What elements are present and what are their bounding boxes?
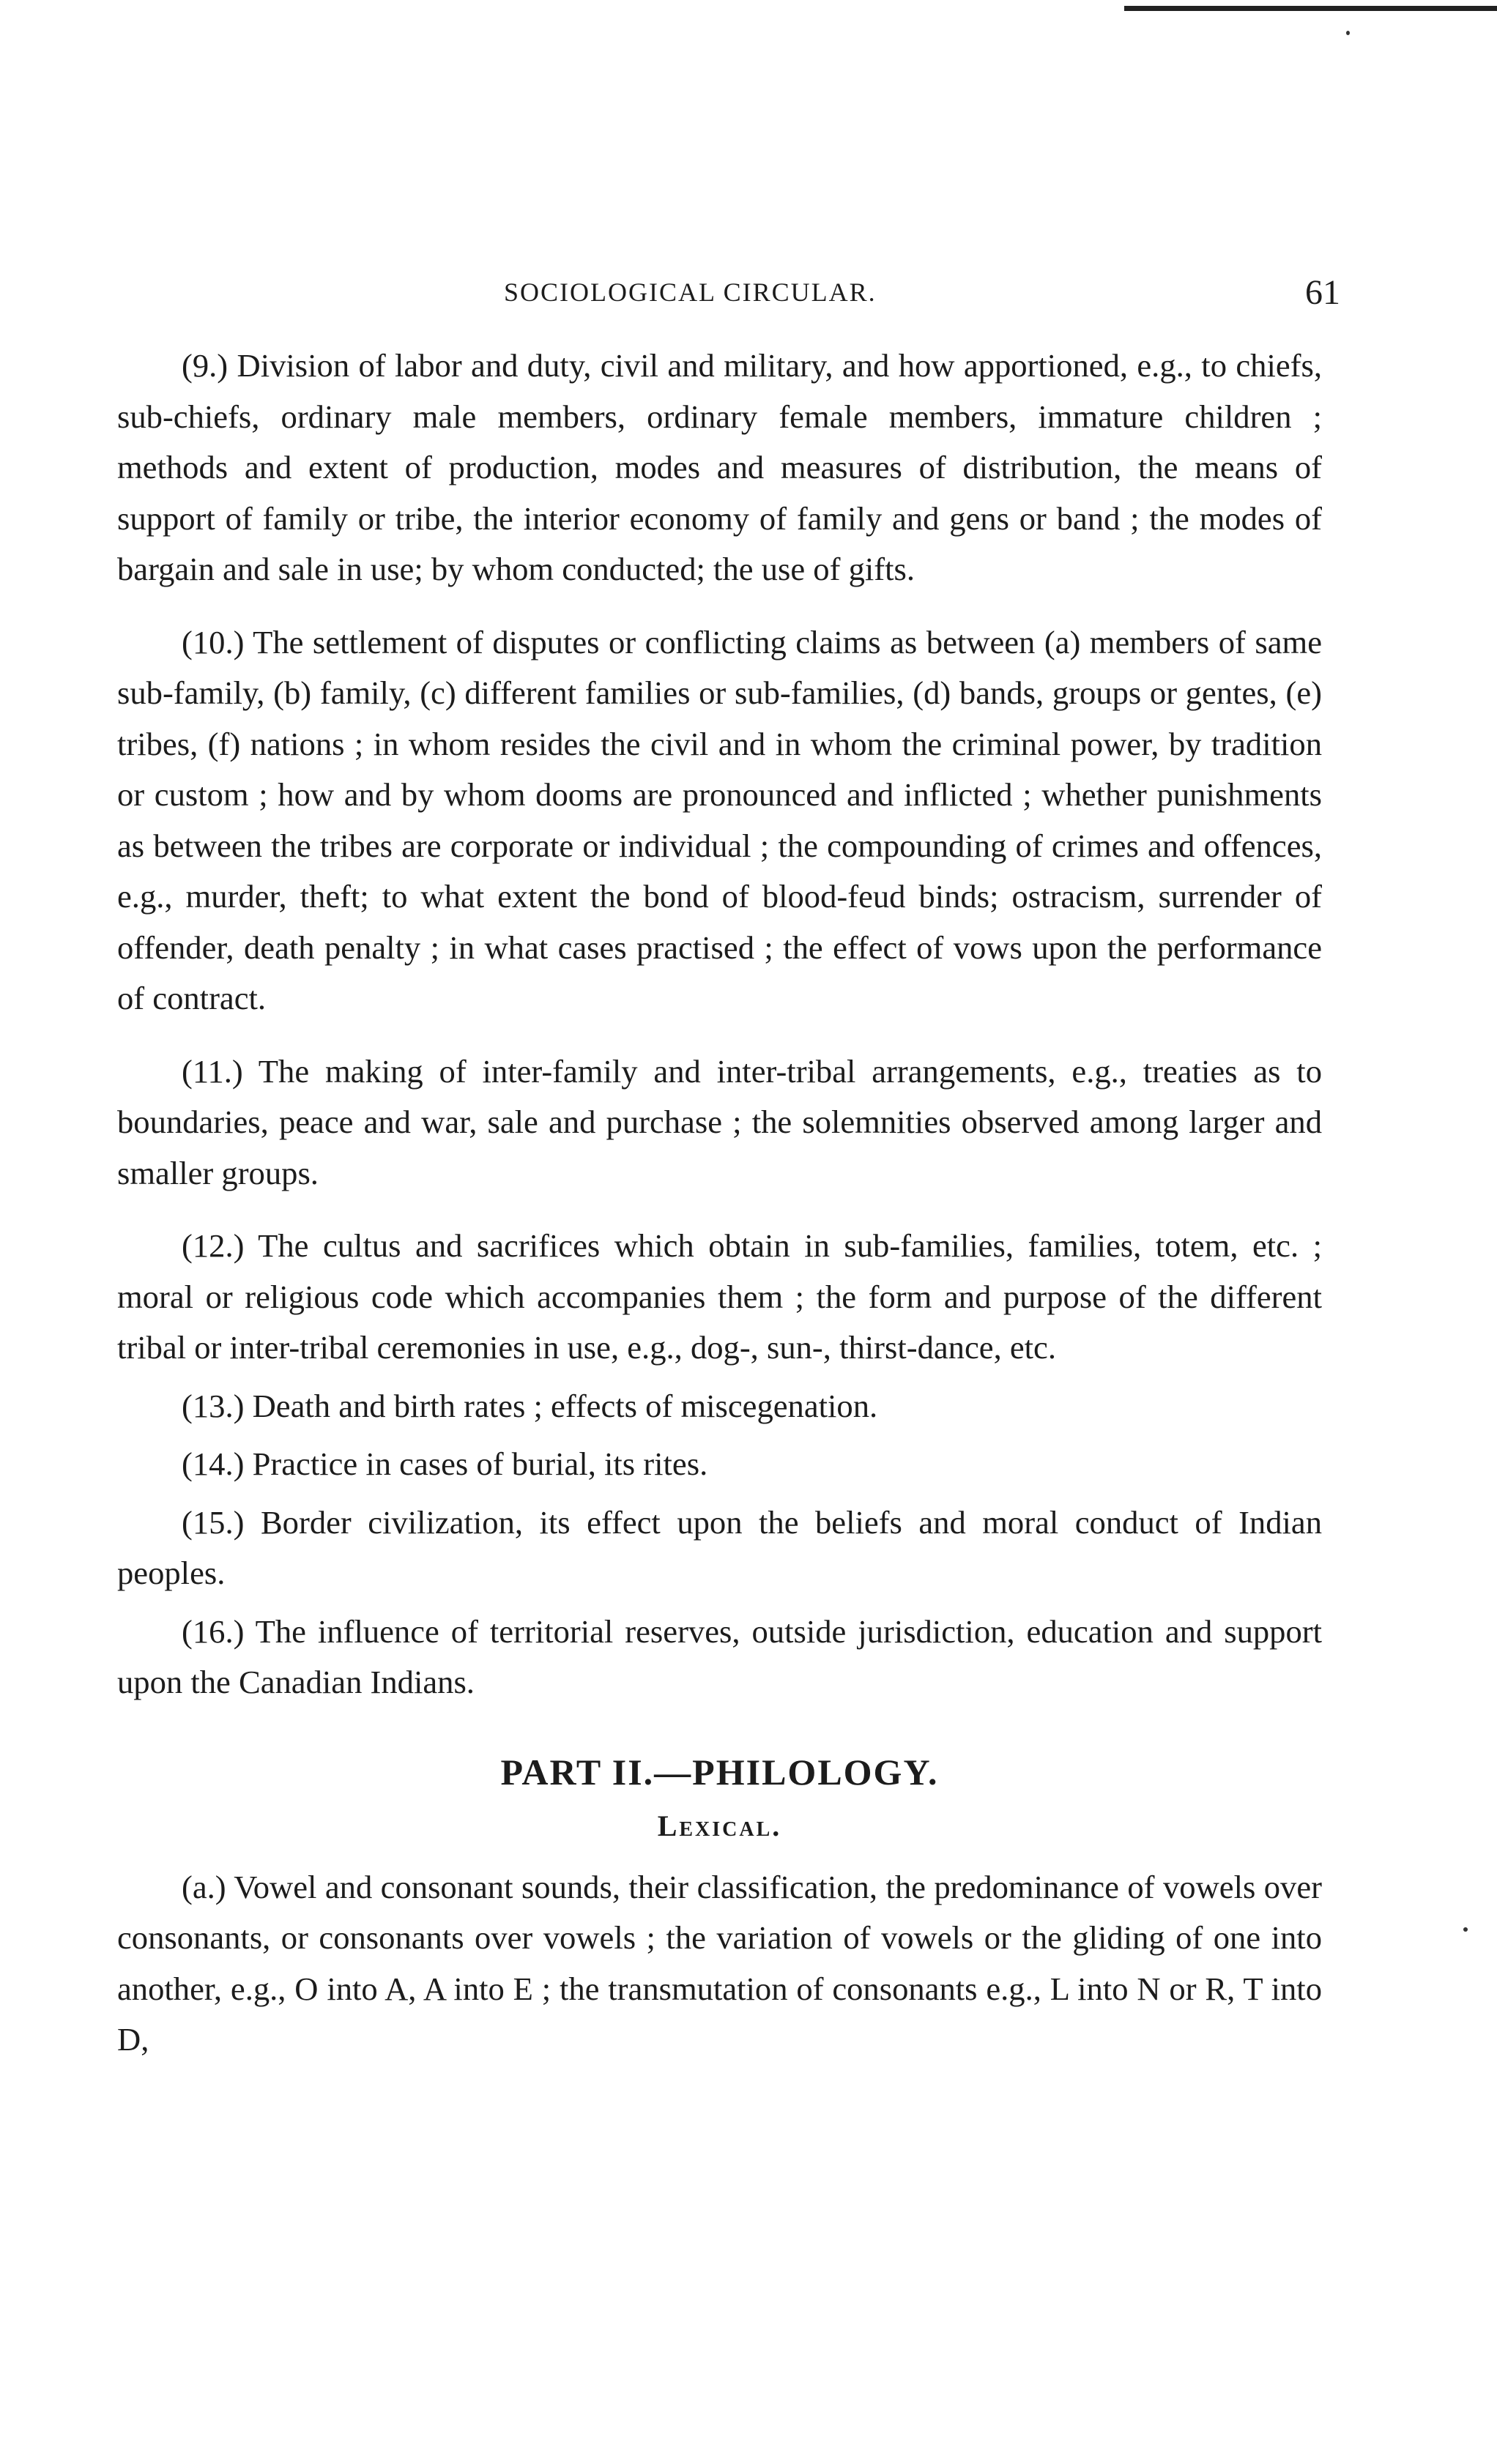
paragraph-10: (10.) The settlement of disputes or conflicting claims as between (a) members of same sub-family, (b) family, (c) different families or sub-families, (d) bands, groups or gentes, (e) tribes, (f) nations ; in whom resides the civil and in whom the criminal power, by tradition or custom ; how and by whom dooms are pronounced and inflicted ; whether punishments as between the tribes are corporate or individual ; the compounding of crimes and offences, e.g., murder, theft; to what extent the bond of blood-feud binds; ostracism, surrender of offender, death penalty ; in what cases practised ; the effect of vows upon the performance of contract. bbox=[117, 623, 1322, 1016]
paragraph-14: (14.) Practice in cases of burial, its rites. bbox=[182, 1445, 708, 1482]
paragraph-15: (15.) Border civilization, its effect upon the beliefs and moral conduct of Indian peoples. bbox=[117, 1503, 1322, 1591]
paragraph-16: (16.) The influence of territorial reserves, outside jurisdiction, education and support upon the Canadian Indians. bbox=[117, 1612, 1322, 1700]
paragraph-9: (9.) Division of labor and duty, civil and military, and how apportioned, e.g., to chiefs, sub-chiefs, ordinary male members, ordinary female members, immature children ; methods and extent of production, modes and measures of distribution, the means of support of family or tribe, the interior economy of family and gens or band ; the modes of bargain and sale in use; by whom conducted; the use of gifts. bbox=[117, 347, 1322, 587]
paragraph-13: (13.) Death and birth rates ; effects of miscegenation. bbox=[182, 1387, 878, 1424]
print-speck bbox=[1346, 31, 1350, 35]
paragraph-11: (11.) The making of inter-family and inter-tribal arrangements, e.g., treaties as to boundaries, peace and war, sale and purchase ; the solemnities observed among larger and smaller groups. bbox=[117, 1052, 1322, 1191]
page-number: 61 bbox=[1305, 273, 1340, 312]
running-title: SOCIOLOGICAL CIRCULAR. bbox=[504, 278, 877, 307]
lexical-paragraph-a: (a.) Vowel and consonant sounds, their classification, the predominance of vowels over consonants, or consonants over vowels ; the variation of vowels or the gliding of one into another, e.g., O into A, A into E ; the transmutation of consonants e.g., L into N or R, T into D, bbox=[117, 1868, 1322, 2058]
section-heading: Lexical. bbox=[657, 1809, 782, 1842]
part-heading: PART II.—PHILOLOGY. bbox=[500, 1751, 939, 1793]
print-speck bbox=[1463, 1927, 1468, 1932]
page-text bbox=[117, 340, 1322, 2066]
running-head bbox=[125, 272, 1340, 316]
top-edge-rule bbox=[1124, 6, 1497, 11]
paragraph-12: (12.) The cultus and sacrifices which obtain in sub-families, families, totem, etc. ; moral or religious code which accompanies them ; the form and purpose of the different tribal or inter-tribal ceremonies in use, e.g., dog-, sun-, thirst-dance, etc. bbox=[117, 1227, 1322, 1366]
